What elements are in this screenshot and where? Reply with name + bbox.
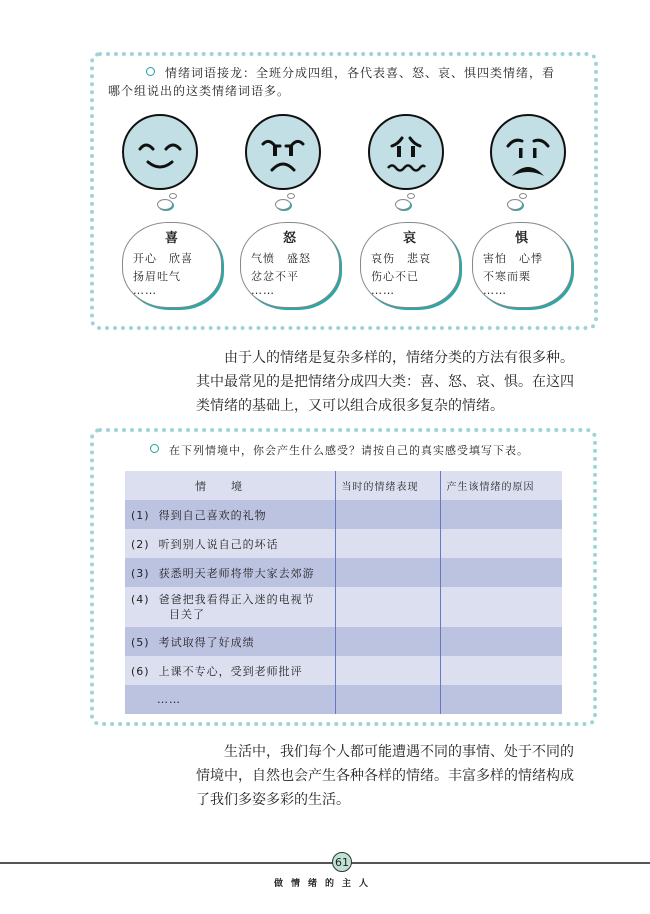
emotion-cell[interactable] [335, 587, 440, 627]
bubble-title: 怒 [282, 231, 297, 246]
bubble-words-line: 气愤 盛怒 [251, 252, 311, 265]
reason-cell[interactable] [440, 685, 562, 714]
situation-cell [125, 587, 335, 627]
thought-bubble-anger [240, 222, 340, 308]
bubble-words-line: 扬眉吐气 [133, 270, 181, 283]
activity2-instruction [150, 440, 529, 462]
paragraph-line: 情境中，自然也会产生各种各样的情绪。丰富多样的情绪构成 [196, 768, 574, 784]
bubble-ellipsis: …… [251, 284, 275, 297]
situation-cell [125, 529, 335, 558]
situation-text: 爸爸把我看得正入迷的电视节 [158, 593, 315, 606]
bubble-ellipsis: …… [371, 284, 395, 297]
row-number: (4) [131, 593, 150, 606]
header-emotion: 当时的情绪表现 [335, 471, 440, 500]
situation-cell [125, 627, 335, 656]
thought-bubble-sorrow [360, 222, 460, 308]
page-number: 61 [332, 852, 352, 872]
emotion-cell[interactable] [335, 685, 440, 714]
footer-rule [0, 862, 650, 864]
table-row [125, 529, 562, 558]
activity1-instruction-line2: 哪个组说出的这类情绪词语多。 [108, 84, 291, 98]
thought-bubble-fear [472, 222, 572, 308]
situation-text: 得到自己喜欢的礼物 [158, 508, 267, 522]
circle-bullet-icon [150, 444, 159, 453]
thought-bubble-joy [122, 222, 222, 308]
bubble-words-line: 害怕 心悸 [483, 252, 543, 265]
paragraph-line: 由于人的情绪是复杂多样的，情绪分类的方法有很多种。 [224, 350, 574, 366]
reason-cell[interactable] [440, 627, 562, 656]
bubble-title: 哀 [402, 231, 417, 246]
situation-text: 听到别人说自己的坏话 [158, 537, 279, 551]
emotion-cell[interactable] [335, 529, 440, 558]
situation-cell [125, 656, 335, 685]
reason-cell[interactable] [440, 558, 562, 587]
row-number: (5) [131, 635, 150, 649]
circle-bullet-icon [146, 67, 155, 76]
feelings-table [125, 471, 562, 714]
situation-text: 获悉明天老师将带大家去郊游 [158, 566, 315, 580]
row-number: (3) [131, 566, 150, 580]
situation-text: 上课不专心，受到老师批评 [158, 664, 303, 678]
paragraph-line: 生活中，我们每个人都可能遭遇不同的事情、处于不同的 [224, 744, 574, 760]
body-paragraph-2 [196, 740, 606, 812]
bubble-words-line: 开心 欣喜 [133, 252, 193, 265]
table-row [125, 587, 562, 627]
paragraph-line: 其中最常见的是把情绪分成四大类：喜、怒、哀、惧。在这四 [196, 374, 574, 390]
bubble-words-line: 伤心不已 [371, 270, 419, 283]
situation-cell [125, 558, 335, 587]
instruction-line1: 情绪词语接龙：全班分成四组，各代表喜、怒、哀、惧四类情绪，看 [165, 66, 556, 80]
paragraph-line: 了我们多姿多彩的生活。 [196, 792, 350, 808]
situation-text: …… [157, 693, 181, 706]
frightened-face-icon [490, 114, 566, 190]
bubble-title: 喜 [164, 231, 179, 246]
situation-text-continued: 目关了 [169, 608, 205, 621]
footer-book-title: 做情绪的主人 [273, 879, 376, 889]
smiling-face-icon [122, 114, 198, 190]
body-paragraph-1 [196, 346, 606, 418]
emotion-cell[interactable] [335, 500, 440, 529]
bubble-words-line: 不寒而栗 [483, 270, 531, 283]
reason-cell[interactable] [440, 587, 562, 627]
table-row [125, 656, 562, 685]
table-row [125, 500, 562, 529]
table-row [125, 685, 562, 714]
emotion-cell[interactable] [335, 558, 440, 587]
bubble-words-line: 哀伤 悲哀 [371, 252, 431, 265]
bubble-words-line: 忿忿不平 [251, 270, 299, 283]
worried-face-icon [368, 114, 444, 190]
bubble-title: 惧 [514, 231, 529, 246]
row-number: (1) [131, 508, 150, 522]
reason-cell[interactable] [440, 500, 562, 529]
situation-cell [125, 685, 335, 714]
situation-cell [125, 500, 335, 529]
table-row [125, 558, 562, 587]
row-number: (6) [131, 664, 150, 678]
emotion-cell[interactable] [335, 656, 440, 685]
header-reason: 产生该情绪的原因 [446, 482, 535, 493]
row-number: (2) [131, 537, 150, 551]
reason-cell[interactable] [440, 529, 562, 558]
angry-face-icon [245, 114, 321, 190]
bubble-ellipsis: …… [483, 284, 507, 297]
paragraph-line: 类情绪的基础上，又可以组合成很多复杂的情绪。 [196, 398, 504, 414]
emotion-cell[interactable] [335, 627, 440, 656]
instruction-text: 在下列情境中，你会产生什么感受？请按自己的真实感受填写下表。 [169, 444, 529, 457]
situation-text: 考试取得了好成绩 [158, 635, 255, 649]
bubble-ellipsis: …… [133, 284, 157, 297]
header-situation: 情 境 [125, 471, 335, 500]
table-header-row [125, 471, 562, 500]
table-row [125, 627, 562, 656]
reason-cell[interactable] [440, 656, 562, 685]
